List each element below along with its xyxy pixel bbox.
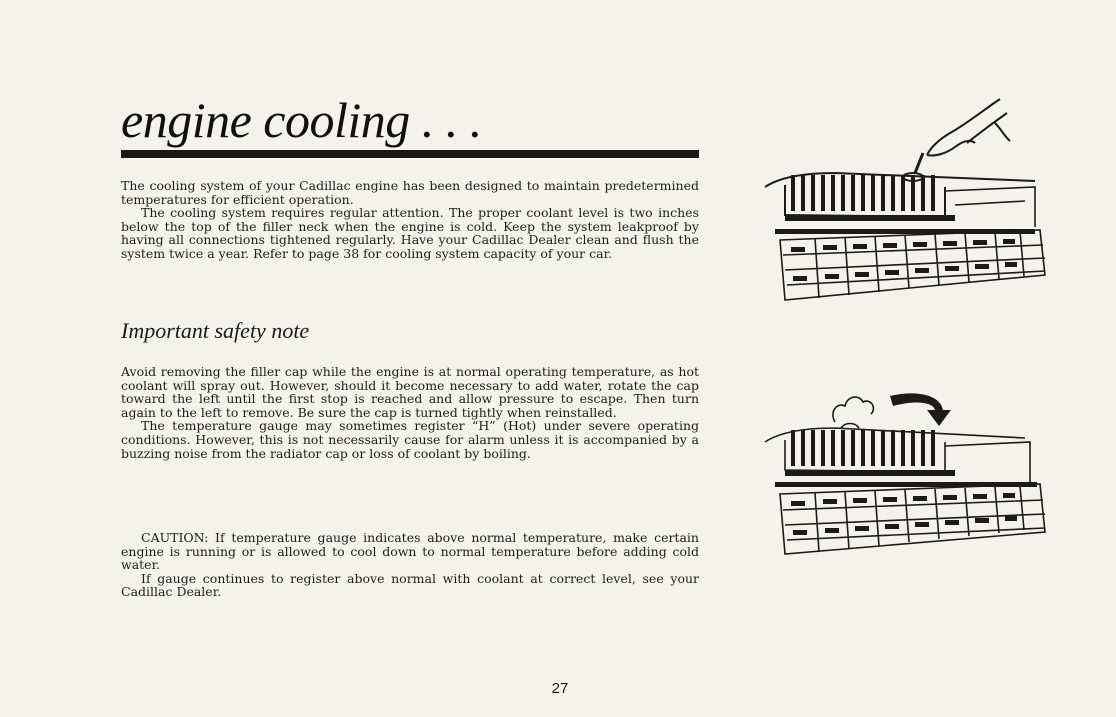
title-rule xyxy=(121,150,699,158)
caution-paragraph-2: If gauge continues to register above normal with coolant at correct level, see your Cadillac Dealer. xyxy=(121,570,699,600)
safety-paragraph-1: Avoid removing the filler cap while the engine is at normal operating temperature, as hot coolant will spray out. However, should it become necessary to add water, rotate the cap toward the left until the first stop is reached and allow pressure to escape. Then turn again to the left to remove. Be sure the cap is turned tightly when reinstalled. xyxy=(121,364,699,420)
intro-text xyxy=(121,179,699,261)
page-title: engine cooling . . . xyxy=(121,92,482,148)
intro-paragraph-2: The cooling system requires regular attention. The proper coolant level is two inches below the top of the filler neck when the engine is cold. Keep the system leakproof by having all connections tightened regularly. Have your Cadillac Dealer clean and flush the system twice a year. Refer to page 38 for cooling system capacity of your car. xyxy=(121,205,699,261)
intro-paragraph-1: The cooling system of your Cadillac engine has been designed to maintain predetermined temperatures for efficient operation. xyxy=(121,178,699,207)
caution-paragraph-1: CAUTION: If temperature gauge indicates above normal temperature, make certain engine is running or is allowed to cool down to normal temperature before adding cold water. xyxy=(121,530,699,573)
page-number: 27 xyxy=(551,680,569,697)
radiator-cap-steam-illustration xyxy=(755,382,1055,582)
safety-heading: Important safety note xyxy=(121,318,310,343)
safety-paragraph-2: The temperature gauge may sometimes register “H” (Hot) under severe operating conditions. However, this is not necessarily cause for alarm unless it is accompanied by a buzzing noise from the radiator cap or loss of coolant by boiling. xyxy=(121,418,699,461)
safety-text xyxy=(121,365,699,460)
radiator-cap-hand-illustration xyxy=(755,95,1055,320)
caution-text xyxy=(121,531,699,599)
